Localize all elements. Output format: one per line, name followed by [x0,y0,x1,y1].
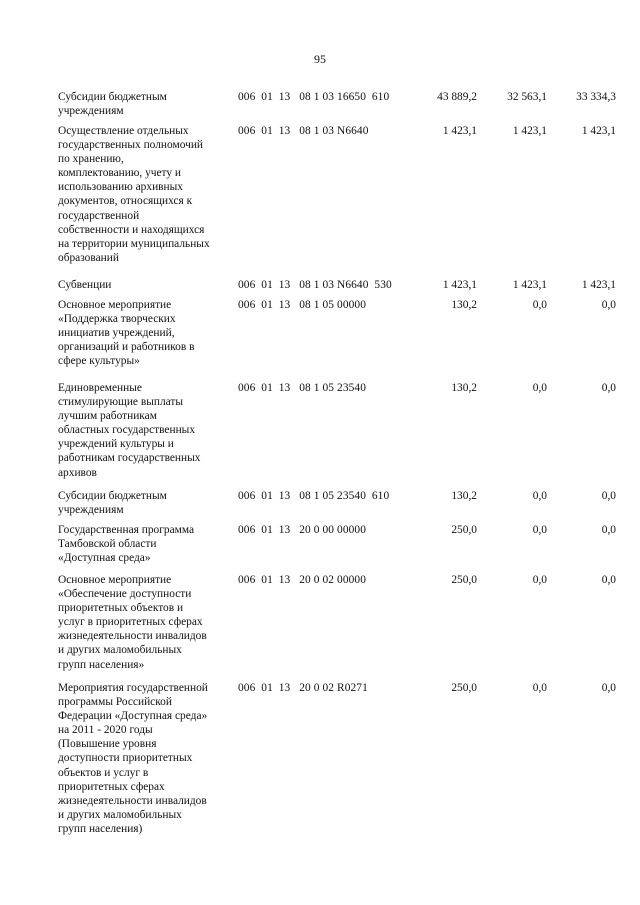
row-name-line: Государственная программа [58,524,195,536]
row-value-2: 1 423,1 [512,279,547,291]
row-name-line: «Поддержка творческих [58,313,176,326]
row-name-line: учреждениям [58,105,124,118]
row-value-2: 0,0 [532,524,547,536]
row-code: 006 01 13 08 1 03 16650 610 [238,91,390,103]
row-name [58,90,238,118]
row-name-line: областных государственных [58,424,196,437]
row-value-3: 1 423,1 [581,125,616,137]
row-name-line: на 2011 - 2020 годы [58,724,153,737]
row-name-line: Субсидии бюджетным [58,490,167,502]
row-name-line: приоритетных сферах [58,780,165,793]
row-name-line: на территории муниципальных [58,237,210,250]
row-name-line: Тамбовской области [58,538,157,551]
table-row [0,298,640,381]
row-value-2: 0,0 [532,682,547,694]
row-code: 006 01 13 08 1 05 00000 [238,299,366,311]
row-name-line: сфере культуры» [58,355,140,368]
row-name-line: Основное мероприятие [58,574,172,586]
row-name-line: Осуществление отдельных [58,125,189,137]
row-value-1: 1 423,1 [442,279,477,291]
row-value-2: 1 423,1 [512,125,547,137]
row-value-1: 130,2 [451,490,477,502]
row-name-line: Основное мероприятие [58,299,172,311]
budget-table [0,90,640,841]
row-name-line: доступности приоритетных [58,752,193,765]
row-name-line: «Доступная среда» [58,552,151,565]
table-row [0,381,640,489]
table-row [0,489,640,523]
row-name [58,381,238,480]
row-code: 006 01 13 08 1 05 23540 [238,382,366,394]
row-name [58,278,238,292]
table-row [0,278,640,298]
row-value-3: 0,0 [601,382,616,394]
row-name-line: Субвенции [58,279,112,291]
row-code: 006 01 13 08 1 03 N6640 [238,125,369,137]
row-value-1: 43 889,2 [437,91,477,103]
row-value-1: 130,2 [451,382,477,394]
row-name-line: государственной [58,209,140,222]
row-value-2: 0,0 [532,574,547,586]
row-name-line: и других маломобильных [58,808,182,821]
row-name-line: стимулирующие выплаты [58,396,184,409]
row-name-line: государственных полномочий [58,139,204,152]
row-code: 006 01 13 08 1 05 23540 610 [238,490,390,502]
row-value-3: 0,0 [601,682,616,694]
row-value-3: 0,0 [601,524,616,536]
row-value-3: 0,0 [601,574,616,586]
row-name-line: групп населения) [58,822,143,835]
row-name-line: работникам государственных [58,452,201,465]
row-name [58,681,238,836]
row-value-2: 0,0 [532,490,547,502]
row-value-1: 250,0 [451,524,477,536]
page-number: 95 [314,52,326,66]
row-name-line: учреждений культуры и [58,438,174,451]
row-name-line: по хранению, [58,153,124,166]
row-name-line: Единовременные [58,382,142,394]
row-value-3: 0,0 [601,490,616,502]
row-name-line: объектов и услуг в [58,766,149,779]
row-name-line: услуг в приоритетных сферах [58,616,203,629]
table-row [0,124,640,278]
table-row [0,681,640,841]
row-code: 006 01 13 20 0 02 R0271 [238,682,368,694]
row-name-line: жизнедеятельности инвалидов [58,794,207,807]
row-value-2: 32 563,1 [507,91,547,103]
row-name-line: (Повышение уровня [58,738,157,751]
row-name [58,489,238,517]
row-name-line: использованию архивных [58,181,183,194]
row-name-line: и других маломобильных [58,644,182,657]
row-value-2: 0,0 [532,299,547,311]
row-name-line: учреждениям [58,504,124,517]
row-name-line: организаций и работников в [58,341,195,354]
table-row [0,523,640,573]
row-name-line: приоритетных объектов и [58,602,184,615]
row-name-line: жизнедеятельности инвалидов [58,630,207,643]
row-value-1: 250,0 [451,682,477,694]
row-value-3: 0,0 [601,299,616,311]
row-name-line: лучшим работникам [58,410,157,423]
row-name-line: групп населения» [58,658,145,671]
row-name-line: Субсидии бюджетным [58,91,167,103]
row-name-line: собственности и находящихся [58,223,205,236]
row-value-1: 130,2 [451,299,477,311]
row-value-1: 1 423,1 [442,125,477,137]
row-name [58,523,238,565]
row-name-line: Мероприятия государственной [58,682,208,694]
row-name [58,298,238,368]
table-row [0,573,640,681]
row-name-line: комплектованию, учету и [58,167,182,180]
row-code: 006 01 13 08 1 03 N6640 530 [238,279,392,291]
row-code: 006 01 13 20 0 02 00000 [238,574,366,586]
row-name-line: инициатив учреждений, [58,327,175,340]
row-name-line: Федерации «Доступная среда» [58,710,208,723]
row-name-line: образований [58,251,119,264]
row-value-2: 0,0 [532,382,547,394]
row-name-line: программы Российской [58,696,172,709]
row-name [58,573,238,672]
row-value-3: 1 423,1 [581,279,616,291]
row-name [58,124,238,265]
table-row [0,90,640,124]
row-name-line: документов, относящихся к [58,195,193,208]
row-code: 006 01 13 20 0 00 00000 [238,524,366,536]
row-name-line: «Обеспечение доступности [58,588,192,601]
row-value-3: 33 334,3 [576,91,616,103]
row-name-line: архивов [58,466,97,479]
row-value-1: 250,0 [451,574,477,586]
